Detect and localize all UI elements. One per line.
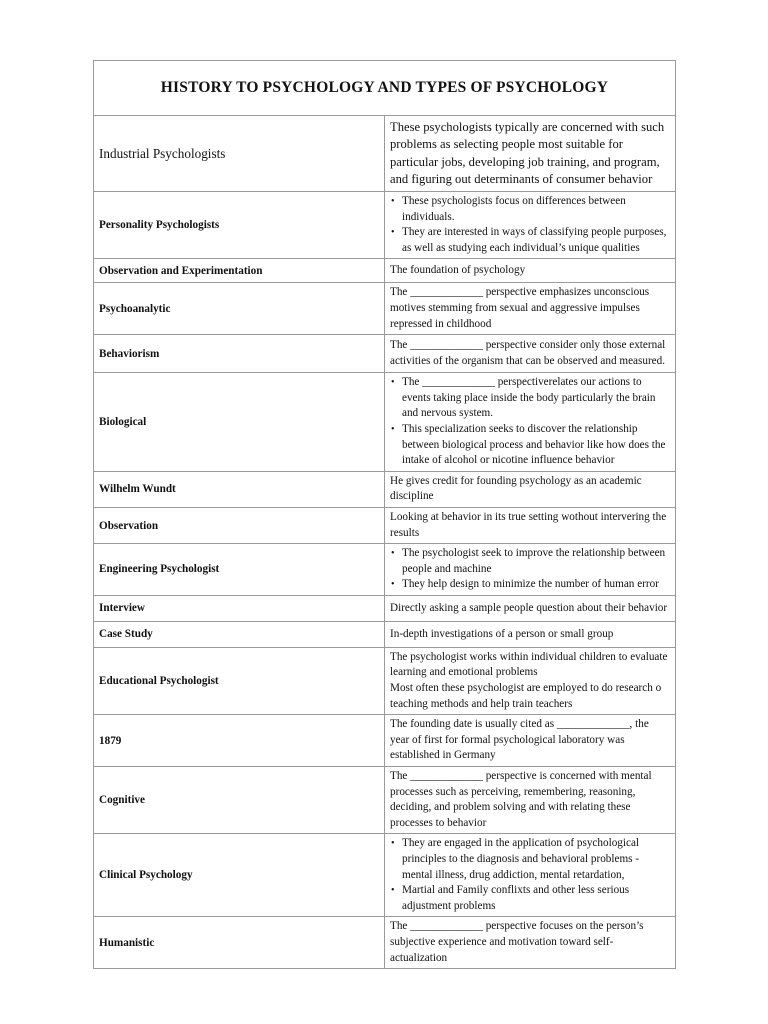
term-cell: Observation bbox=[94, 507, 385, 543]
term-cell: 1879 bbox=[94, 715, 385, 767]
bullet-list bbox=[390, 194, 670, 256]
bullet-item bbox=[391, 577, 670, 593]
table-row bbox=[94, 917, 676, 969]
description-cell bbox=[385, 595, 676, 621]
table-title: HISTORY TO PSYCHOLOGY AND TYPES OF PSYCHOLOGY bbox=[94, 61, 676, 116]
table-row bbox=[94, 373, 676, 472]
table-row bbox=[94, 621, 676, 647]
term-cell: Wilhelm Wundt bbox=[94, 471, 385, 507]
bullet-icon: • bbox=[391, 885, 395, 897]
table-row bbox=[94, 335, 676, 373]
bullet-list bbox=[390, 836, 670, 914]
term-cell: Clinical Psychology bbox=[94, 834, 385, 917]
bullet-icon: • bbox=[391, 227, 395, 239]
table-row bbox=[94, 116, 676, 192]
description-text: The _____________ perspective is concerned with mental processes such as perceiving, remembering, reasoning, deciding, and problem solving and with relating these processes to behavior bbox=[390, 770, 652, 829]
description-text: Directly asking a sample people question about their behavior bbox=[390, 601, 668, 614]
bullet-text: They are engaged in the application of psychological principles to the diagnosis and behavioral problems - mental illness, drug addiction, mental retardation, bbox=[402, 837, 640, 881]
bullet-icon: • bbox=[391, 377, 395, 389]
title-row bbox=[94, 61, 676, 116]
term-cell: Biological bbox=[94, 373, 385, 472]
bullet-icon: • bbox=[391, 196, 395, 207]
bullet-icon: • bbox=[391, 548, 395, 560]
bullet-item bbox=[391, 375, 670, 422]
bullet-text: The _____________ perspectiverelates our actions to events taking place inside the body particularly the brain and nervous system. bbox=[402, 376, 656, 420]
term-cell: Interview bbox=[94, 595, 385, 621]
description-text: The _____________ perspective focuses on the person’s subjective experience and motivation toward self-actualization bbox=[390, 920, 644, 964]
bullet-list bbox=[390, 375, 670, 469]
bullet-text: This specialization seeks to discover the relationship between biological process and behavior like how does the intake of alcohol or nicotine influence behavior bbox=[402, 422, 666, 467]
table-row bbox=[94, 647, 676, 714]
table-row bbox=[94, 259, 676, 283]
bullet-icon: • bbox=[391, 579, 395, 591]
term-cell: Personality Psychologists bbox=[94, 192, 385, 259]
term-cell: Cognitive bbox=[94, 767, 385, 834]
bullet-text: The psychologist seek to improve the relationship between people and machine bbox=[402, 547, 666, 575]
description-cell bbox=[385, 834, 676, 917]
bullet-item bbox=[391, 422, 670, 469]
term-cell: Engineering Psychologist bbox=[94, 544, 385, 596]
description-text: In-depth investigations of a person or small group bbox=[390, 627, 614, 640]
description-cell bbox=[385, 507, 676, 543]
term-cell: Behaviorism bbox=[94, 335, 385, 373]
description-cell bbox=[385, 767, 676, 834]
description-cell bbox=[385, 917, 676, 969]
bullet-text: They are interested in ways of classifying people purposes, as well as studying each individual’s unique qualities bbox=[402, 226, 667, 254]
description-cell bbox=[385, 715, 676, 767]
bullet-item bbox=[391, 883, 670, 914]
description-cell bbox=[385, 116, 676, 192]
description-cell bbox=[385, 335, 676, 373]
table-row bbox=[94, 507, 676, 543]
bullet-text: Martial and Family conflixts and other less serious adjustment problems bbox=[402, 884, 630, 912]
table-row bbox=[94, 283, 676, 335]
bullet-text: They help design to minimize the number of human error bbox=[402, 578, 659, 591]
description-cell bbox=[385, 283, 676, 335]
term-cell: Humanistic bbox=[94, 917, 385, 969]
bullet-item bbox=[391, 836, 670, 883]
bullet-icon: • bbox=[391, 423, 395, 435]
term-cell: Educational Psychologist bbox=[94, 647, 385, 714]
bullet-icon: • bbox=[391, 838, 395, 850]
bullet-item bbox=[391, 225, 670, 256]
table-row bbox=[94, 767, 676, 834]
table-row bbox=[94, 715, 676, 767]
term-cell: Industrial Psychologists bbox=[94, 116, 385, 192]
bullet-list bbox=[390, 546, 670, 593]
description-cell bbox=[385, 544, 676, 596]
bullet-item bbox=[391, 194, 670, 225]
table-row bbox=[94, 544, 676, 596]
table-row bbox=[94, 471, 676, 507]
term-cell: Case Study bbox=[94, 621, 385, 647]
description-text: The _____________ perspective emphasizes unconscious motives stemming from sexual and aggressive impulses repressed in childhood bbox=[390, 286, 650, 330]
table-row bbox=[94, 192, 676, 259]
description-text: Looking at behavior in its true setting wothout intervering the results bbox=[390, 510, 667, 539]
table-row bbox=[94, 595, 676, 621]
description-text: Most often these psychologist are employed to do research o teaching methods and help train teachers bbox=[390, 682, 662, 710]
psychology-table bbox=[93, 60, 676, 969]
term-cell: Psychoanalytic bbox=[94, 283, 385, 335]
term-cell: Observation and Experimentation bbox=[94, 259, 385, 283]
description-text: The founding date is usually cited as _____________, the year of first for formal psychological laboratory was established in Germany bbox=[390, 718, 649, 762]
description-text: The psychologist works within individual children to evaluate learning and emotional problems bbox=[390, 650, 668, 679]
description-cell bbox=[385, 621, 676, 647]
description-cell bbox=[385, 647, 676, 714]
description-text: The _____________ perspective consider only those external activities of the organism that can be observed and measured. bbox=[390, 339, 666, 367]
description-cell bbox=[385, 373, 676, 472]
description-text: The foundation of psychology bbox=[390, 264, 526, 277]
description-text: He gives credit for founding psychology as an academic discipline bbox=[390, 474, 642, 503]
description-cell bbox=[385, 471, 676, 507]
bullet-item bbox=[391, 546, 670, 577]
bullet-text: These psychologists focus on differences between individuals. bbox=[402, 195, 626, 223]
description-text: These psychologists typically are concerned with such problems as selecting people most suitable for particular jobs, developing job training, and program, and figuring out determinants of consumer behavior bbox=[390, 119, 665, 186]
description-cell bbox=[385, 259, 676, 283]
table-row bbox=[94, 834, 676, 917]
description-cell bbox=[385, 192, 676, 259]
